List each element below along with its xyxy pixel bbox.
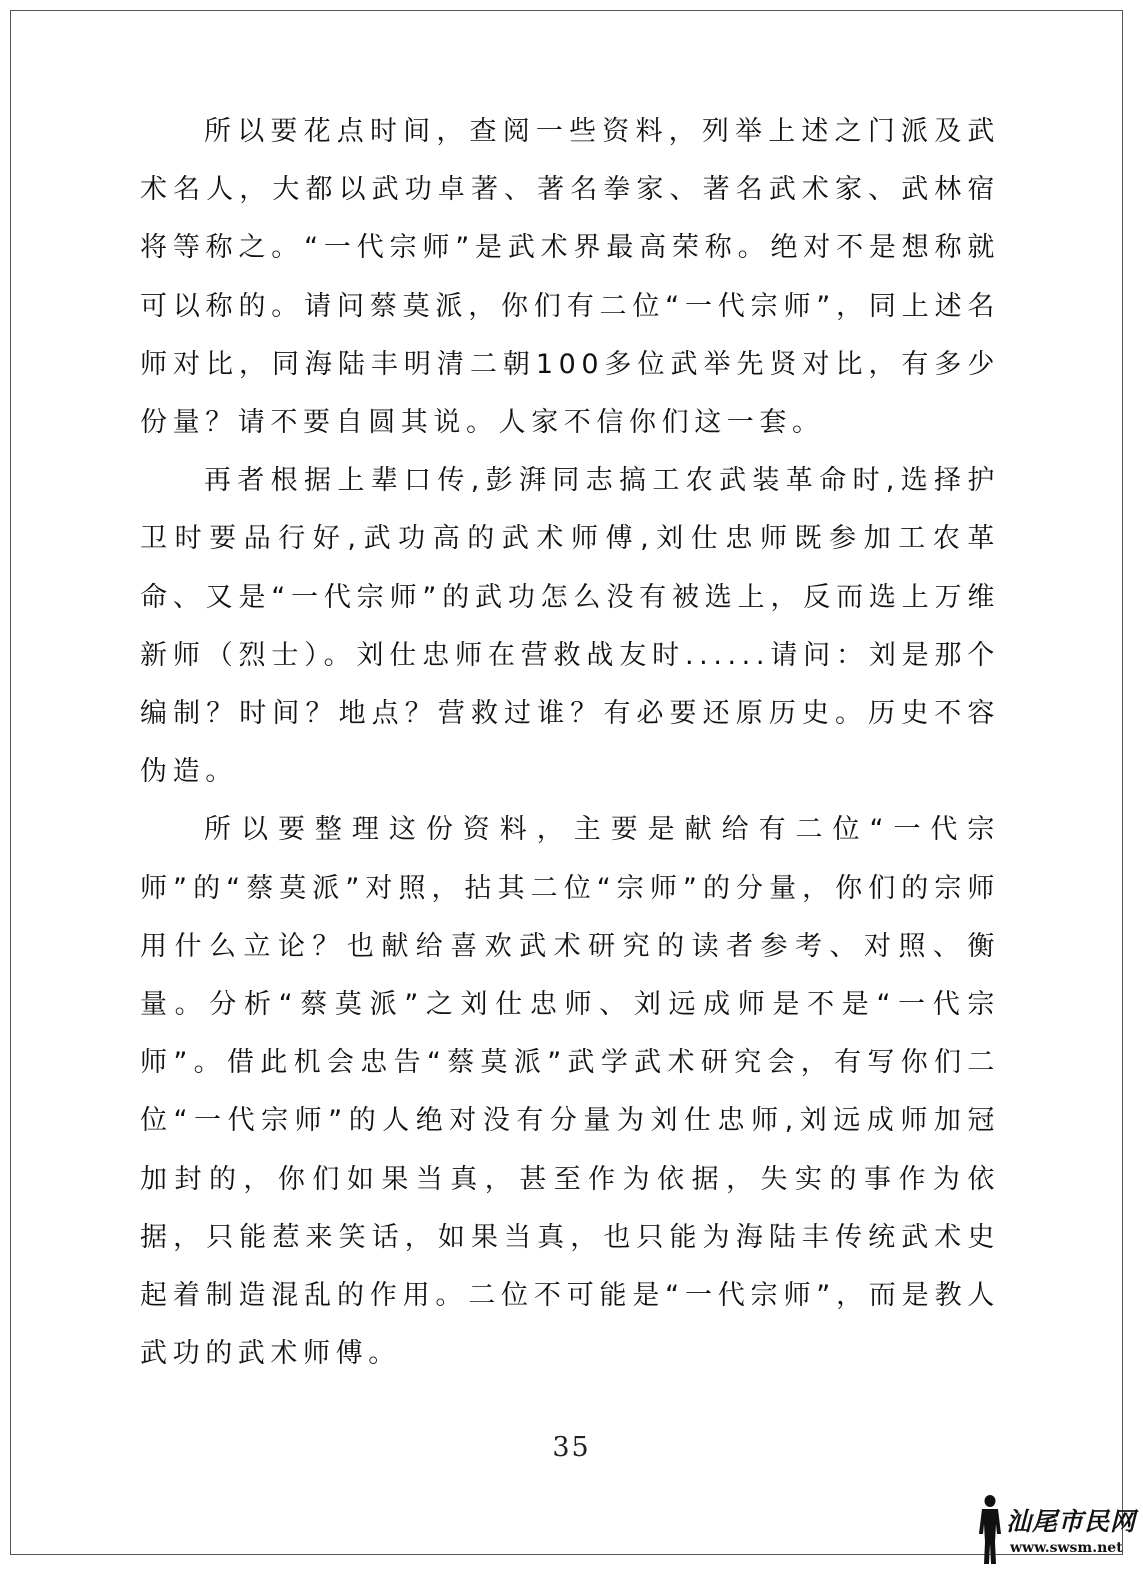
paragraph-1: 所以要花点时间，查阅一些资料，列举上述之门派及武术名人，大都以武功卓著、著名拳家、著名武术家、武林宿将等称之。“一代宗师”是武术界最高荣称。绝对不是想称就可以称的。请问蔡莫派，你们有二位“一代宗师”，同上述名师对比，同海陆丰明清二朝100多位武举先贤对比，有多少份量？请不要自圆其说。人家不信你们这一套。 [140,116,1000,439]
paragraph-3: 所以要整理这份资料，主要是献给有二位“一代宗师”的“蔡莫派”对照，拈其二位“宗师”的分量，你们的宗师用什么立论？也献给喜欢武术研究的读者参考、对照、衡量。分析“蔡莫派”之刘仕忠师、刘远成师是不是“一代宗师”。借此机会忠告“蔡莫派”武学武术研究会，有写你们二位“一代宗师”的人绝对没有分量为刘仕忠师,刘远成师加冠加封的，你们如果当真，甚至作为依据，失实的事作为依据，只能惹来笑话，如果当真，也只能为海陆丰传统武术史起着制造混乱的作用。二位不可能是“一代宗师”，而是教人武功的武术师傅。 [140,814,1000,1370]
body-text [140,103,1000,1383]
site-watermark [968,1494,1138,1566]
watermark-url: www.swsm.net [1010,1540,1123,1556]
watermark-site-name: 汕尾市民网 [1006,1507,1137,1536]
standing-man-silhouette-icon [972,1494,1008,1566]
page-number: 35 [552,1432,591,1463]
paragraph-2: 再者根据上辈口传,彭湃同志搞工农武装革命时,选择护卫时要品行好,武功高的武术师傅,刘仕忠师既参加工农革命、又是“一代宗师”的武功怎么没有被选上，反而选上万维新师（烈士）。刘仕忠师在营救战友时......请问：刘是那个编制？时间？地点？营救过谁？有必要还原历史。历史不容伪造。 [140,465,1000,788]
